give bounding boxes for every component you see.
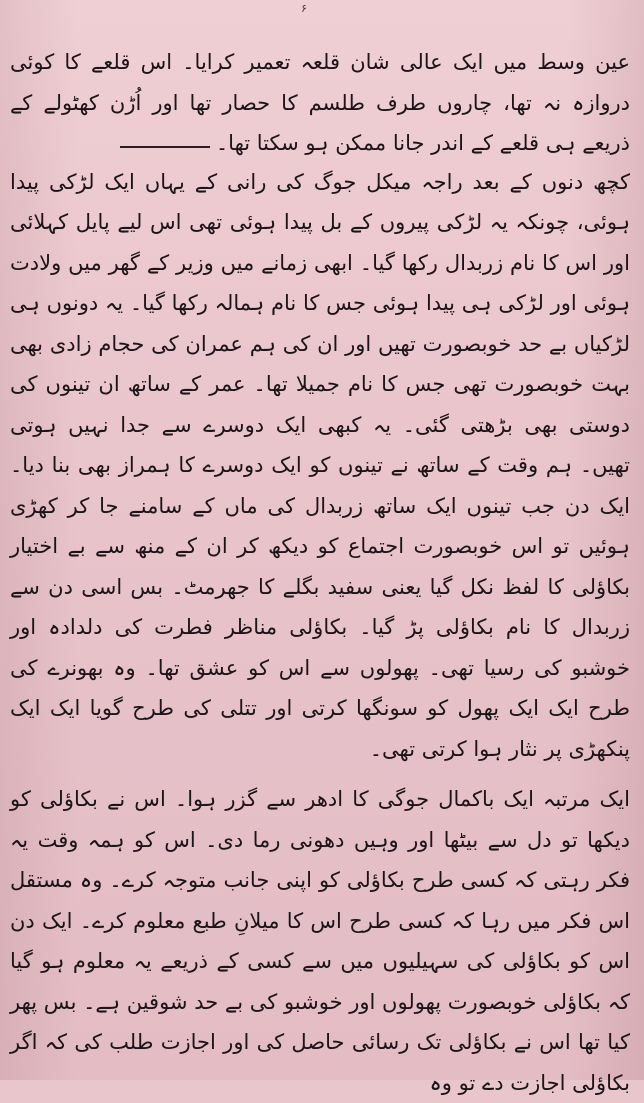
paragraph-2: کچھ دنوں کے بعد راجہ میکل جوگ کی رانی کے یہاں ایک لڑکی پیدا ہوئی، چونکہ یہ لڑکی پیروں کے بل پیدا ہوئی تھی اس لیے پایل کہلائی اور اس کا نام زربدال رکھا گیا۔ ابھی زمانے میں وزیر کے گھر میں ولادت ہوئی اور لڑکی ہی پیدا ہوئی جس کا نام ہمالہ رکھا گیا۔ یہ دونوں ہی لڑکیاں بے حد خوبصورت تھیں اور ان کی ہم عمران کی حجام زادی بھی بہت خوبصورت تھی جس کا نام جمیلا تھا۔ عمر کے ساتھ ان تینوں کی دوستی بھی بڑھتی گئی۔ یہ کبھی ایک دوسرے سے جدا نہیں ہوتی تھیں۔ ہم وقت کے ساتھ نے تینوں کو ایک دوسرے کا ہمراز بھی بنا دیا۔ ایک دن جب تینوں ایک ساتھ زربدال کی ماں کے سامنے جا کر کھڑی ہوئیں تو اس خوبصورت اجتماع کو دیکھ کر ان کے منھ سے بے اختیار بکاؤلی کا لفظ نکل گیا یعنی سفید بگلے کا جھرمٹ۔ بس اسی دن سے زربدال کا نام بکاؤلی پڑ گیا۔ بکاؤلی مناظر فطرت کی دلدادہ اور خوشبو کی رسیا تھی۔ پھولوں سے اس کو عشق تھا۔ وہ بھونرے کی طرح ایک ایک پھول کو سونگھا کرتی اور تتلی کی طرح گویا ایک ایک پنکھڑی پر نثار ہوا کرتی تھی۔ — [10, 169, 630, 761]
page-number: ۶ — [301, 2, 307, 15]
paragraph-separator-line — [120, 146, 210, 148]
paragraph-3: ایک مرتبہ ایک باکمال جوگی کا ادھر سے گزر ہوا۔ اس نے بکاؤلی کو دیکھا تو دل سے بیٹھا اور وہیں دھونی رما دی۔ اس کو ہمہ وقت یہ فکر رہتی کہ کسی طرح بکاؤلی کو اپنی جانب متوجہ کرے۔ وہ مستقل اس فکر میں رہا کہ کسی طرح اس کا میلانِ طبع معلوم کرے۔ ایک دن اس کو بکاؤلی کی سہیلیوں میں سے کسی کے ذریعے یہ معلوم ہو گیا کہ بکاؤلی خوبصورت پھولوں اور خوشبو کی بے حد شوقین ہے۔ بس پھر کیا تھا اس نے بکاؤلی تک رسائی حاصل کی اور اجازت طلب کی کہ اگر بکاؤلی اجازت دے تو وہ — [10, 787, 630, 1095]
paragraph-1: عین وسط میں ایک عالی شان قلعہ تعمیر کرایا۔ اس قلعے کا کوئی دروازہ نہ تھا، چاروں طرف طلسم کا حصار تھا اور اُڑن کھٹولے کے ذریعے ہی قلعے کے اندر جانا ممکن ہو سکتا تھا۔ — [10, 50, 630, 155]
urdu-text-block — [10, 42, 630, 1103]
